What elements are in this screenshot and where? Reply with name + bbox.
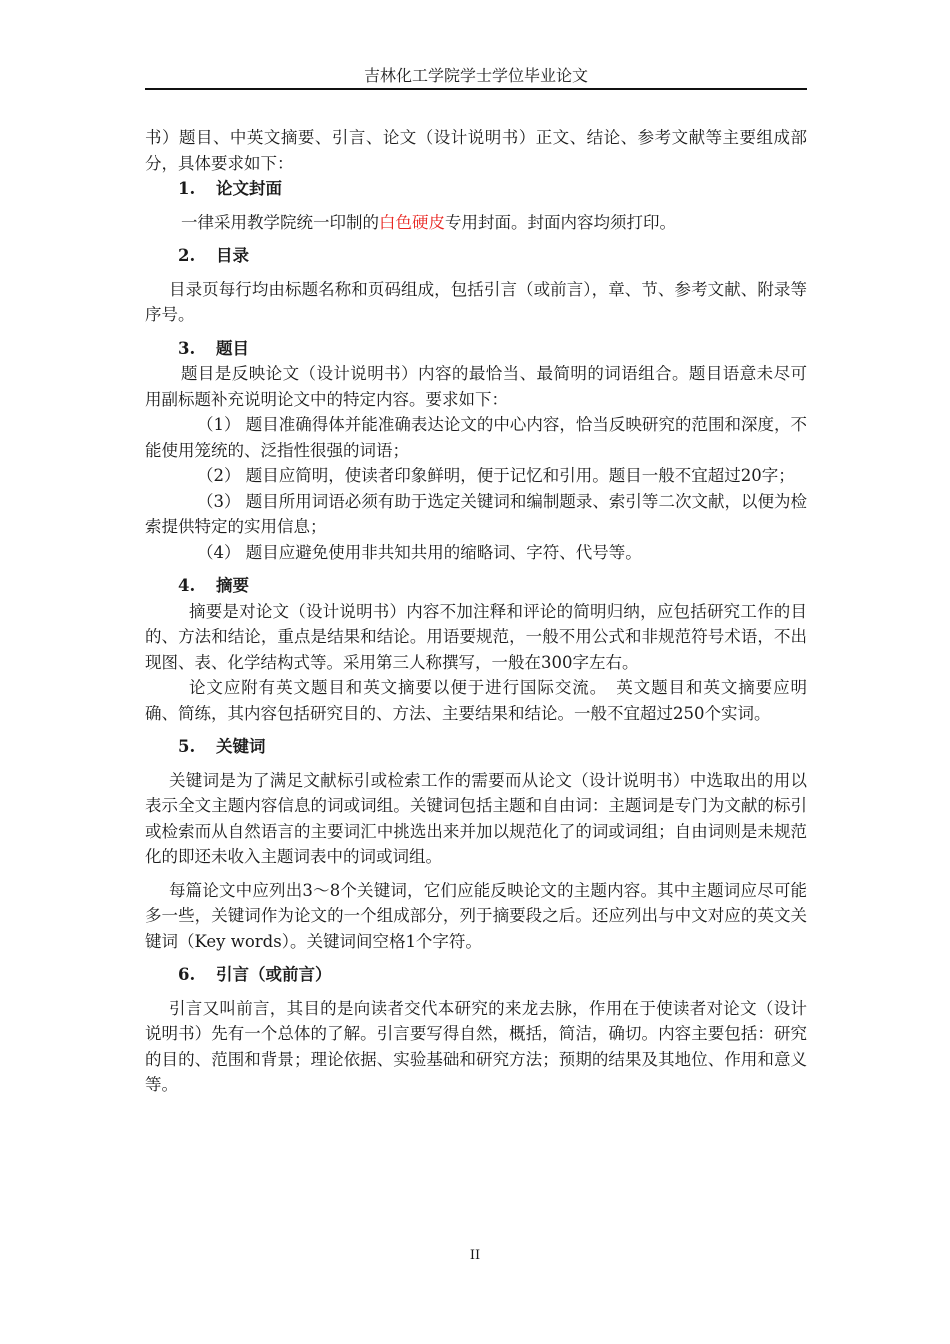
section-heading-keywords	[145, 734, 807, 760]
cover-text-after: 专用封面。封面内容均须打印。	[445, 212, 676, 232]
cover-text-before: 一律采用教学院统一印制的	[181, 212, 379, 232]
cover-paragraph	[145, 210, 807, 236]
section-number: 4.	[178, 576, 196, 595]
section-number: 5.	[178, 737, 196, 756]
section-heading-abstract	[145, 573, 807, 599]
section-number: 1.	[178, 179, 196, 198]
section-title: 关键词	[216, 737, 266, 756]
title-requirement-item: （1） 题目准确得体并能准确表达论文的中心内容，恰当反映研究的范围和深度，不能使用笼统的、泛指性很强的词语；	[145, 415, 807, 460]
section-title: 引言（或前言）	[216, 965, 332, 984]
section-title: 题目	[216, 338, 249, 358]
page-number: II	[469, 1248, 481, 1263]
section-heading-cover	[145, 176, 807, 202]
keywords-count-paragraph: 每篇论文中应列出3～8个关键词，它们应能反映论文的主题内容。其中主题词应尽可能多一些，关键词作为论文的一个组成部分，列于摘要段之后。还应列出与中文对应的英文关键词（Key words）。关键词间空格1个字符。	[145, 880, 807, 951]
section-number: 3.	[178, 338, 196, 358]
title-paragraph: 题目是反映论文（设计说明书）内容的最恰当、最简明的词语组合。题目语意未尽可用副标题补充说明论文中的特定内容。要求如下：	[145, 364, 807, 409]
running-header: 吉林化工学院学士学位毕业论文	[363, 66, 588, 85]
abstract-paragraph: 摘要是对论文（设计说明书）内容不加注释和评论的简明归纳，应包括研究工作的目的、方法和结论，重点是结果和结论。用语要规范，一般不用公式和非规范符号术语，不出现图、表、化学结构式等。采用第三人称撰写，一般在300字左右。	[145, 601, 807, 672]
section-heading-title	[145, 336, 807, 362]
intro-paragraph: 书）题目、中英文摘要、引言、论文（设计说明书）正文、结论、参考文献等主要组成部分，具体要求如下：	[145, 128, 807, 173]
header-rule	[145, 88, 807, 90]
title-requirement-item: （4） 题目应避免使用非共知共用的缩略词、字符、代号等。	[197, 542, 642, 562]
abstract-english-paragraph: 论文应附有英文题目和英文摘要以便于进行国际交流。 英文题目和英文摘要应明确、简练，其内容包括研究目的、方法、主要结果和结论。一般不宜超过250个实词。	[145, 678, 807, 723]
section-heading-introduction	[145, 962, 807, 988]
section-heading-toc	[145, 243, 807, 269]
section-title: 论文封面	[216, 179, 282, 198]
keywords-paragraph: 关键词是为了满足文献标引或检索工作的需要而从论文（设计说明书）中选取出的用以表示全文主题内容信息的词或词组。关键词包括主题和自由词：主题词是专门为文献的标引或检索而从自然语言的主要词汇中挑选出来并加以规范化了的词或词组；自由词则是未规范化的即还未收入主题词表中的词或词组。	[145, 770, 807, 866]
document-body	[145, 125, 807, 1098]
cover-text-highlight: 白色硬皮	[379, 212, 445, 232]
section-title: 摘要	[216, 576, 249, 595]
introduction-paragraph: 引言又叫前言，其目的是向读者交代本研究的来龙去脉，作用在于使读者对论文（设计说明书）先有一个总体的了解。引言要写得自然，概括，简洁，确切。内容主要包括：研究的目的、范围和背景；理论依据、实验基础和研究方法；预期的结果及其地位、作用和意义等。	[145, 998, 807, 1094]
title-requirement-item: （3） 题目所用词语必须有助于选定关键词和编制题录、索引等二次文献，以便为检索提供特定的实用信息；	[145, 491, 807, 536]
section-title: 目录	[216, 246, 249, 265]
section-number: 6.	[178, 965, 196, 984]
title-requirement-item: （2） 题目应简明，使读者印象鲜明，便于记忆和引用。题目一般不宜超过20字；	[197, 466, 795, 485]
section-number: 2.	[178, 246, 196, 265]
toc-paragraph: 目录页每行均由标题名称和页码组成，包括引言（或前言），章、节、参考文献、附录等序号。	[145, 279, 807, 324]
